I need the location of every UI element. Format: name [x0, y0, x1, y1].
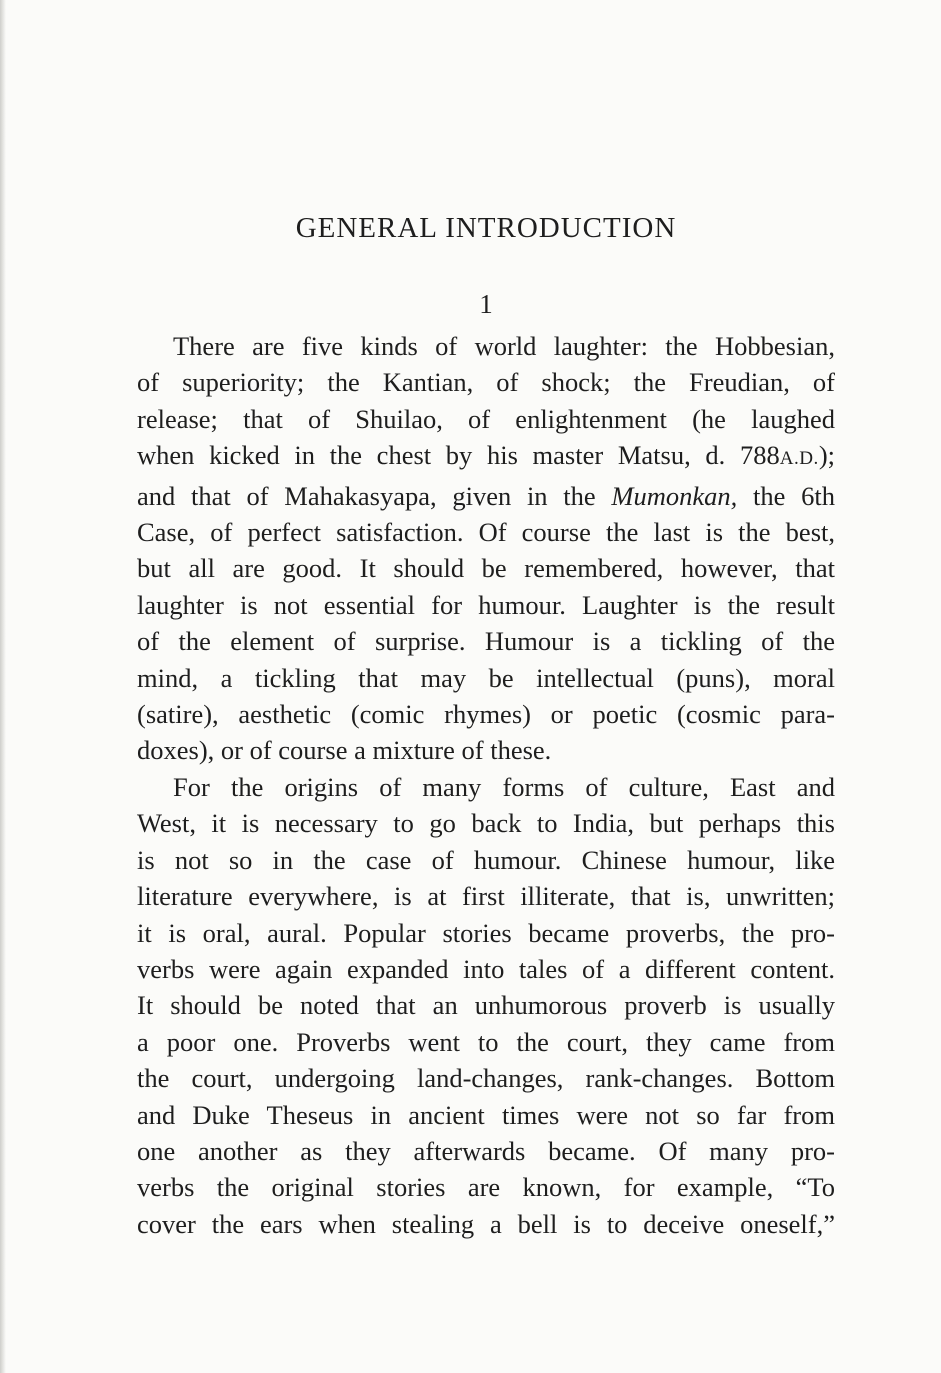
text-line: verbs the original stories are known, for example, “To — [137, 1172, 835, 1203]
text-line: it is oral, aural. Popular stories became proverbs, the pro- — [137, 917, 835, 948]
section-number: 1 — [479, 289, 493, 319]
text-segment: and that of Mahakasyapa, given in the — [137, 480, 612, 511]
text-line: and Duke Theseus in ancient times were not so far from — [137, 1099, 835, 1130]
text-line: of the element of surprise. Humour is a tickling of the — [137, 626, 835, 657]
text-line: of superiority; the Kantian, of shock; the Freudian, of — [137, 367, 835, 398]
book-page — [137, 208, 835, 1242]
text-line: doxes), or of course a mixture of these. — [137, 735, 552, 766]
paragraph-2 — [137, 769, 835, 1242]
text-line: There are five kinds of world laughter: the Hobbesian, — [173, 331, 835, 361]
text-line — [137, 478, 835, 514]
text-line: For the origins of many forms of culture, East and — [173, 771, 835, 802]
text-line: West, it is necessary to go back to India, but perhaps this — [137, 808, 835, 839]
text-segment: ); — [818, 440, 835, 471]
text-line: cover the ears when stealing a bell is to deceive oneself,” — [137, 1208, 835, 1239]
page-edge-shadow — [0, 0, 6, 1373]
text-line: one another as they afterwards became. Of many pro- — [137, 1135, 835, 1166]
book-title-italic: Mumonkan, — [611, 480, 738, 511]
text-line: laughter is not essential for humour. Laughter is the result — [137, 589, 835, 620]
era-abbreviation: A.D. — [779, 448, 819, 470]
paragraph-1 — [137, 328, 835, 769]
text-line: is not so in the case of humour. Chinese humour, like — [137, 844, 835, 875]
text-line: verbs were again expanded into tales of a different content. — [137, 953, 835, 984]
text-line: It should be noted that an unhumorous proverb is usually — [137, 990, 835, 1021]
text-line: literature everywhere, is at first illiterate, that is, unwritten; — [137, 881, 835, 912]
text-line: mind, a tickling that may be intellectual (puns), moral — [137, 662, 835, 693]
text-segment: when kicked in the chest by his master Matsu, d. 788 — [137, 440, 780, 471]
chapter-title: GENERAL INTRODUCTION — [295, 212, 677, 244]
text-line: a poor one. Proverbs went to the court, they came from — [137, 1026, 835, 1057]
text-line: release; that of Shuilao, of enlightenment (he laughed — [137, 403, 835, 434]
text-line: (satire), aesthetic (comic rhymes) or poetic (cosmic para- — [137, 699, 835, 730]
text-line: Case, of perfect satisfaction. Of course the last is the best, — [137, 517, 835, 548]
text-line — [137, 437, 835, 477]
text-line: but all are good. It should be remembered, however, that — [137, 553, 835, 584]
text-line: the court, undergoing land-changes, rank-changes. Bottom — [137, 1063, 835, 1094]
text-segment: the 6th — [737, 480, 835, 511]
